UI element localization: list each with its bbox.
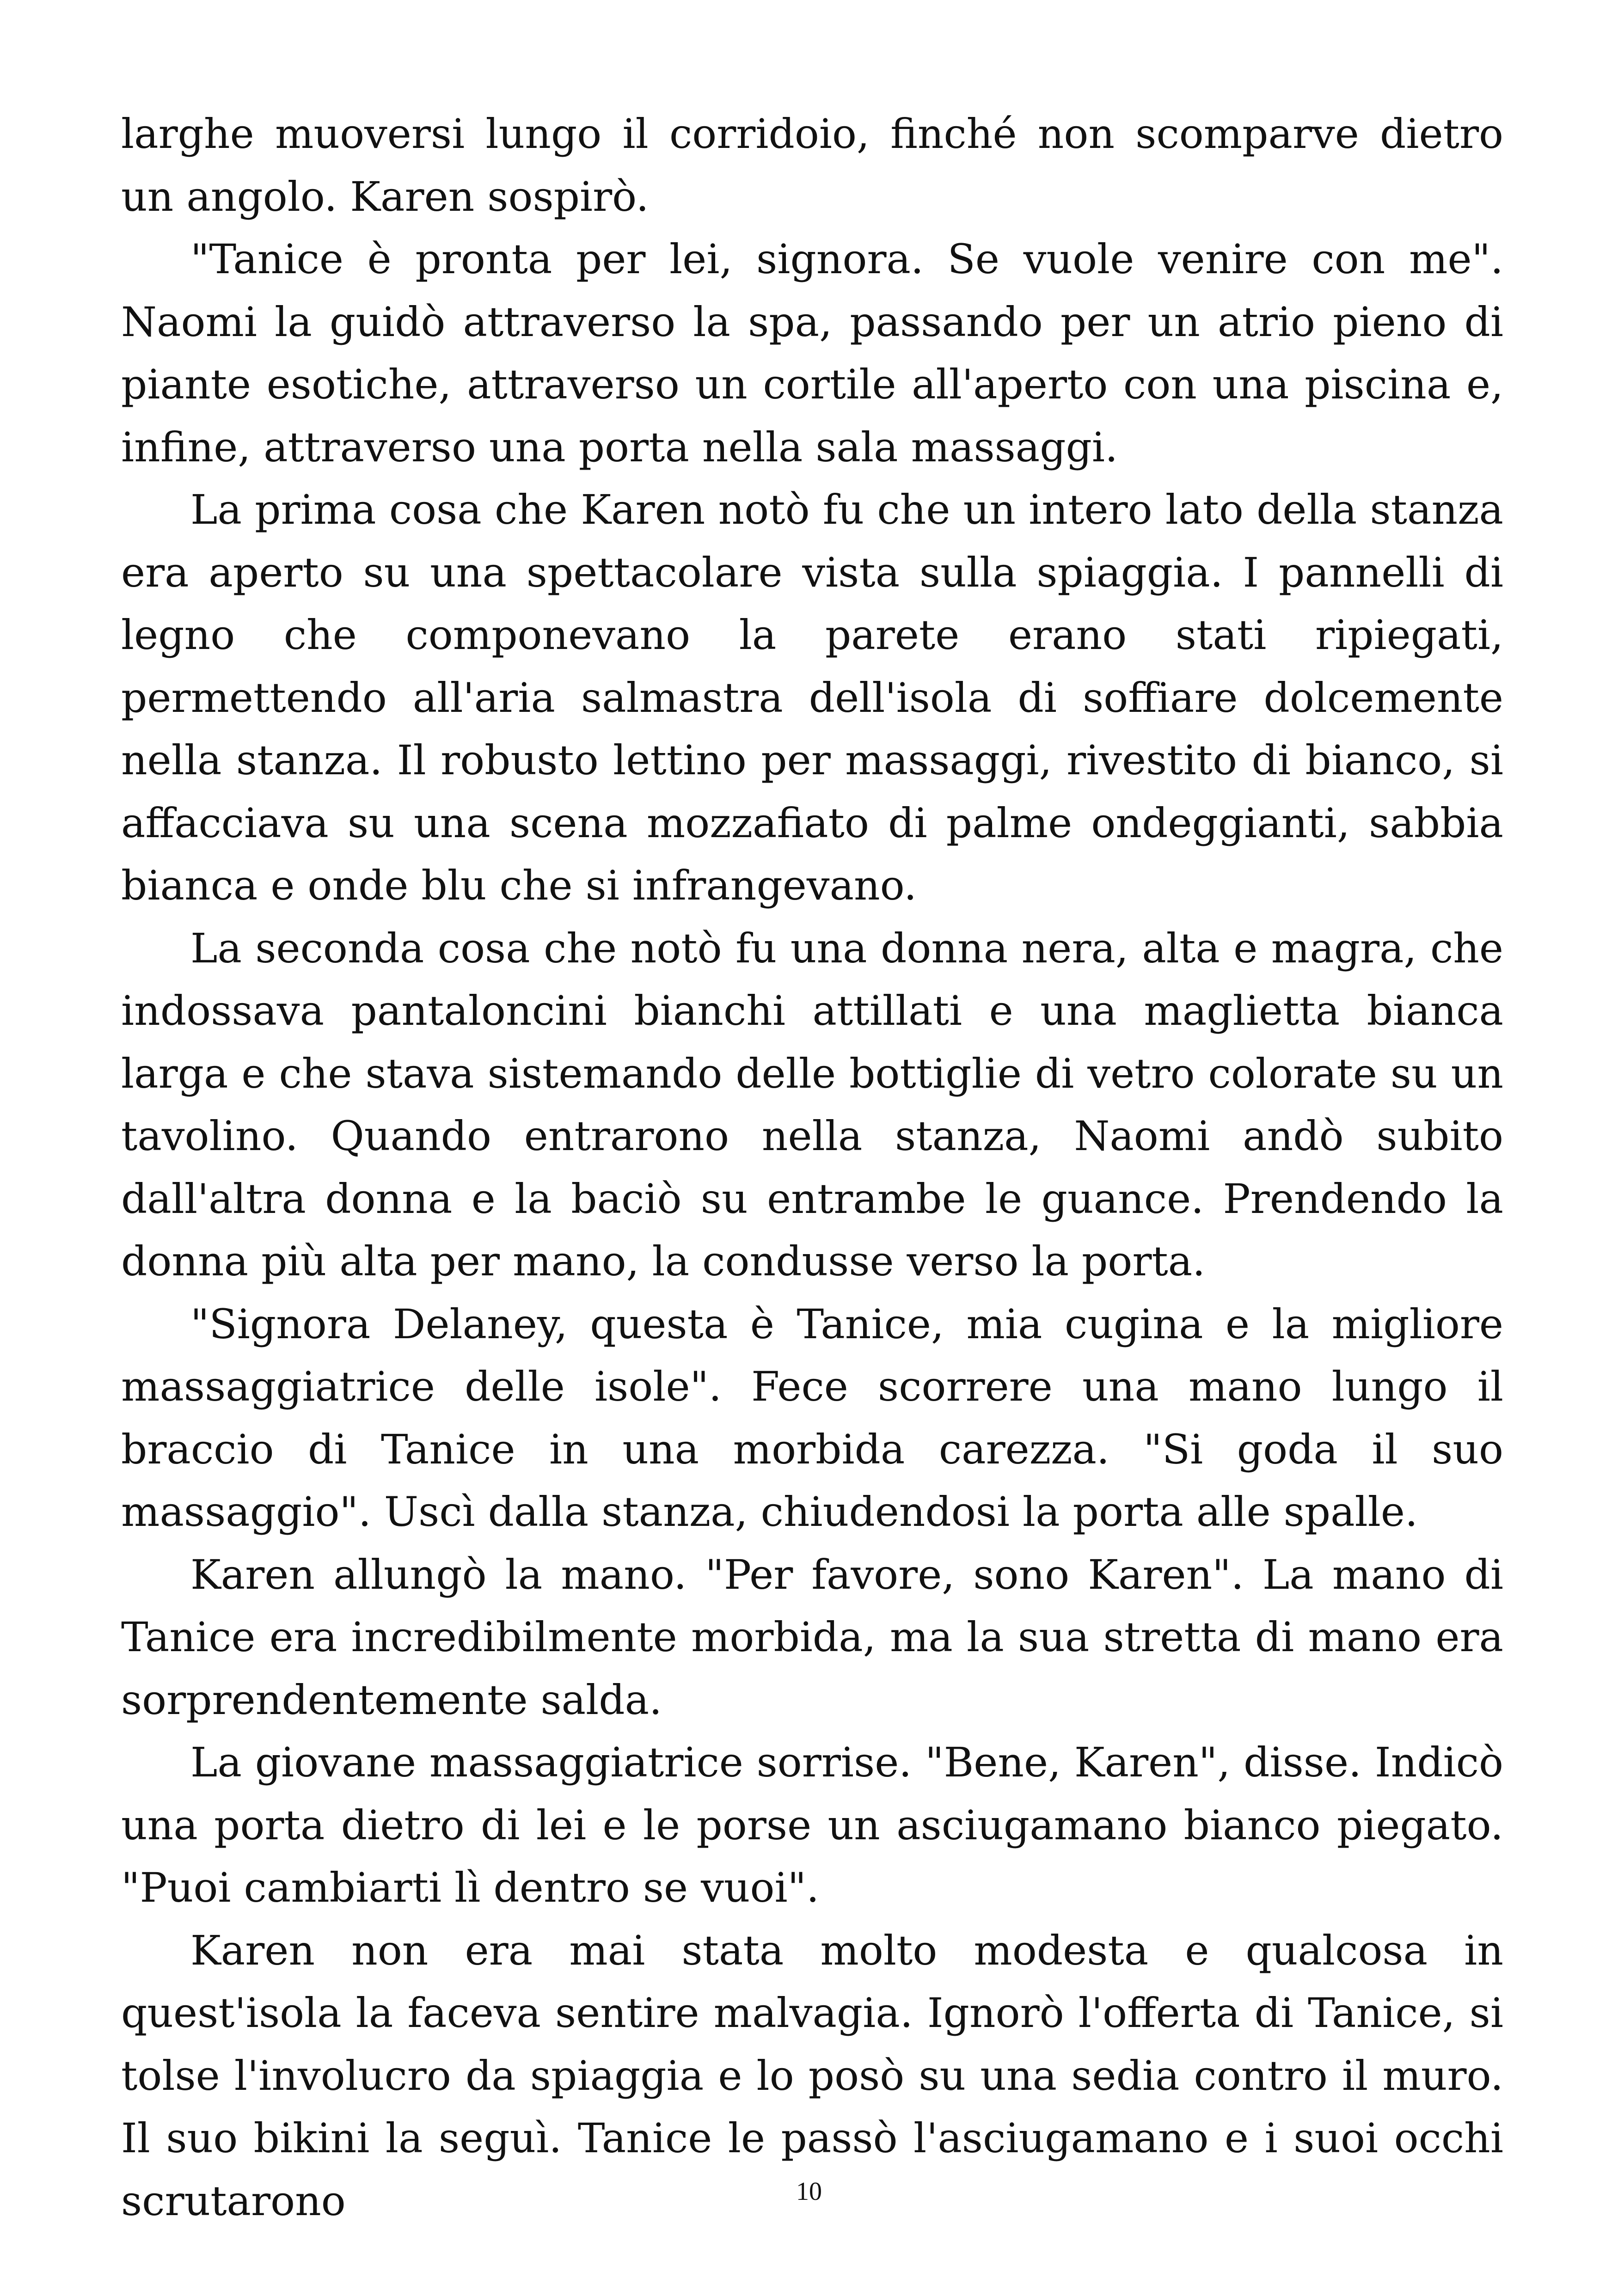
- body-text: [121, 103, 1503, 2232]
- paragraph-1: larghe muoversi lungo il corridoio, finché non scomparve dietro un angolo. Karen sospirò.: [121, 110, 1503, 220]
- paragraph-8: Karen non era mai stata molto modesta e qualcosa in quest'isola la faceva sentire malvagia. Ignorò l'offerta di Tanice, si tolse l'involucro da spiaggia e lo posò su una sedia contro il muro. Il suo bikini la seguì. Tanice le passò l'asciugamano e i suoi occhi scrutarono: [121, 1926, 1503, 2225]
- paragraph-5: "Signora Delaney, questa è Tanice, mia cugina e la migliore massaggiatrice delle isole". Fece scorrere una mano lungo il braccio di Tanice in una morbida carezza. "Si goda il suo massaggio". Uscì dalla stanza, chiudendosi la porta alle spalle.: [121, 1300, 1503, 1536]
- paragraph-4: La seconda cosa che notò fu una donna nera, alta e magra, che indossava pantaloncini bianchi attillati e una maglietta bianca larga e che stava sistemando delle bottiglie di vetro colorate su un tavolino. Quando entrarono nella stanza, Naomi andò subito dall'altra donna e la baciò su entrambe le guance. Prendendo la donna più alta per mano, la condusse verso la porta.: [121, 924, 1503, 1285]
- paragraph-2: "Tanice è pronta per lei, signora. Se vuole venire con me". Naomi la guidò attraverso la spa, passando per un atrio pieno di piante esotiche, attraverso un cortile all'aperto con una piscina e, infine, attraverso una porta nella sala massaggi.: [121, 235, 1503, 471]
- paragraph-3: La prima cosa che Karen notò fu che un intero lato della stanza era aperto su una spettacolare vista sulla spiaggia. I pannelli di legno che componevano la parete erano stati ripiegati, permettendo all'aria salmastra dell'isola di soffiare dolcemente nella stanza. Il robusto lettino per massaggi, rivestito di bianco, si affacciava su una scena mozzafiato di palme ondeggianti, sabbia bianca e onde blu che si infrangevano.: [121, 486, 1503, 909]
- paragraph-6: Karen allungò la mano. "Per favore, sono Karen". La mano di Tanice era incredibilmente morbida, ma la sua stretta di mano era sorprendentemente salda.: [121, 1550, 1503, 1724]
- page-number: 10: [796, 2177, 822, 2206]
- paragraph-7: La giovane massaggiatrice sorrise. "Bene, Karen", disse. Indicò una porta dietro di lei e le porse un asciugamano bianco piegato. "Puoi cambiarti lì dentro se vuoi".: [121, 1739, 1503, 1911]
